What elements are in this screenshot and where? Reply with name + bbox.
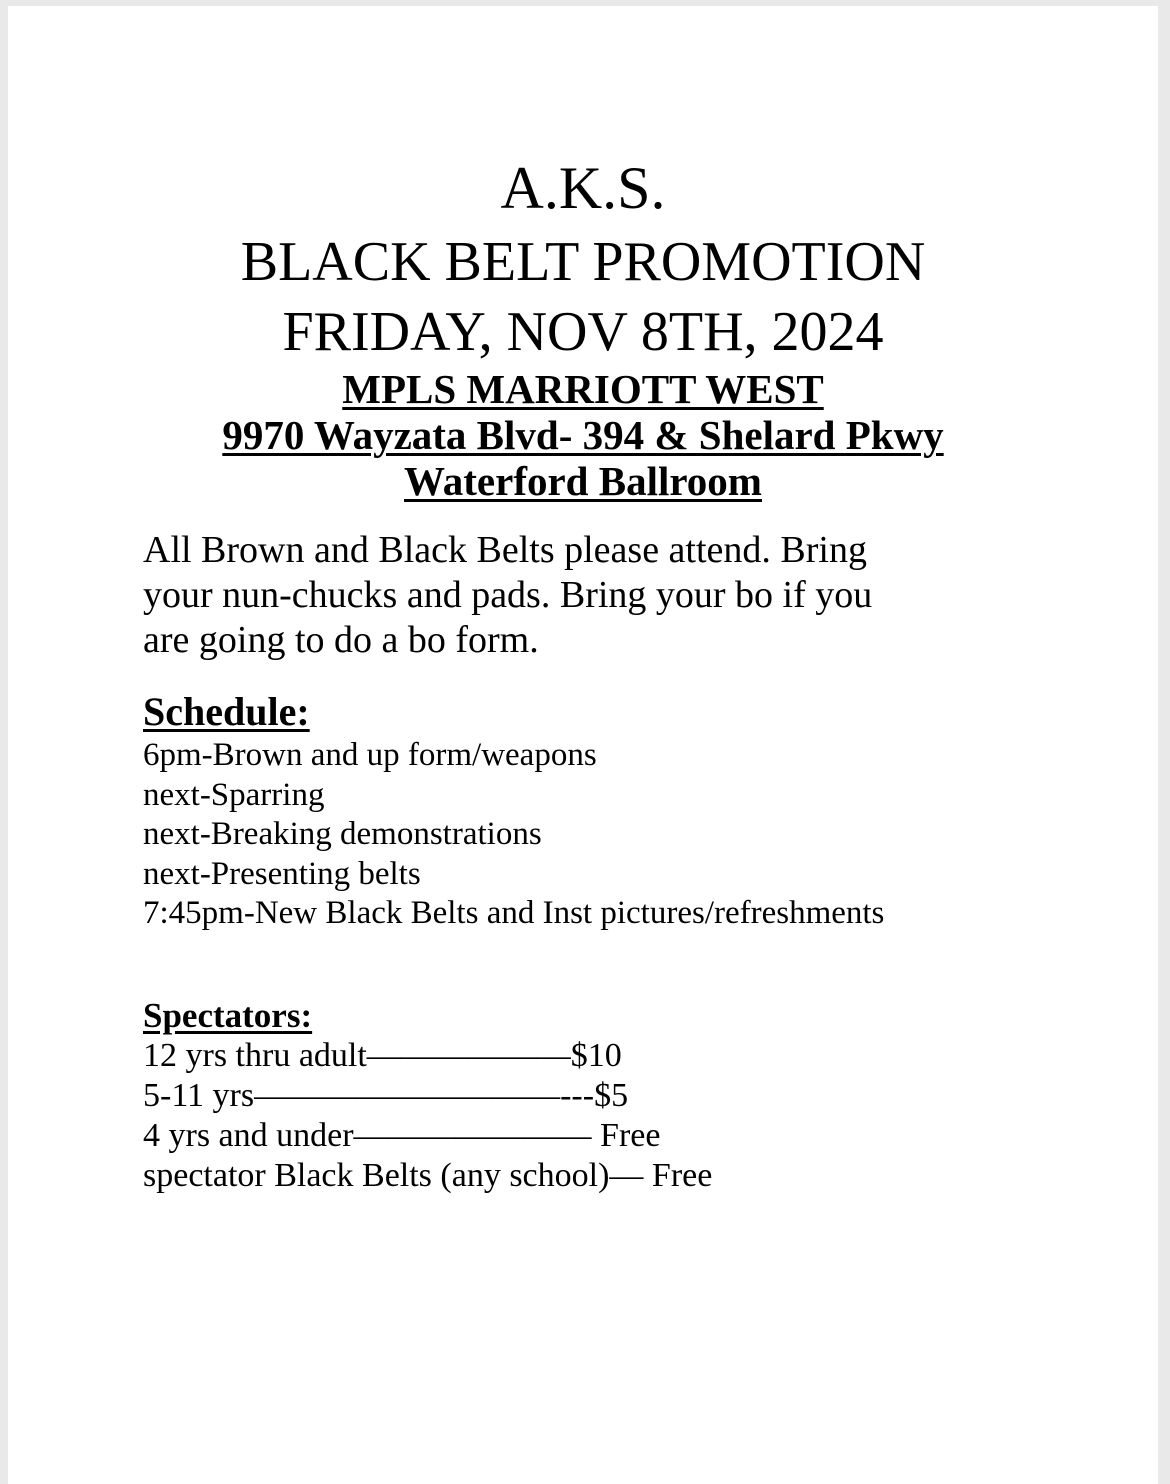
price-item: 5-11 yrs—————————---$5 [143,1077,629,1114]
schedule-item: next-Presenting belts [143,855,421,892]
venue-name: MPLS MARRIOTT WEST [342,366,824,412]
schedule-item: next-Sparring [143,776,325,813]
event-date: FRIDAY, NOV 8TH, 2024 [282,301,884,363]
intro-line: your nun-chucks and pads. Bring your bo if you [143,574,873,616]
flyer-page [8,6,1158,1484]
event-title: BLACK BELT PROMOTION [240,231,926,293]
organization-name: A.K.S. [500,155,666,221]
price-item: 12 yrs thru adult——————$10 [143,1037,622,1074]
schedule-heading: Schedule: [143,689,310,734]
schedule-list [143,736,884,934]
price-item: spectator Black Belts (any school)— Free [143,1157,713,1194]
schedule-item: 6pm-Brown and up form/weapons [143,737,597,773]
spectator-price-list [143,1036,712,1196]
intro-line: All Brown and Black Belts please attend. Bring [143,529,867,571]
intro-line: are going to do a bo form. [143,619,539,661]
spectators-heading: Spectators: [143,996,313,1035]
price-item: 4 yrs and under——————— Free [143,1117,661,1154]
schedule-item: 7:45pm-New Black Belts and Inst pictures/refreshments [143,895,885,931]
venue-room: Waterford Ballroom [404,458,762,504]
schedule-item: next-Breaking demonstrations [143,816,542,852]
intro-paragraph [143,528,1023,663]
venue-address: 9970 Wayzata Blvd- 394 & Shelard Pkwy [222,412,944,458]
